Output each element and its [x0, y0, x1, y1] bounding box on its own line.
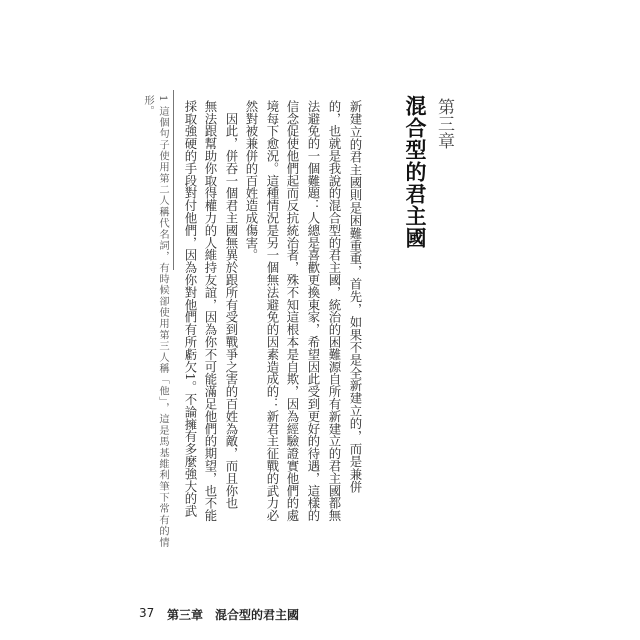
body-column: 信念促使他們起而反抗統治者，殊不知這根本是自欺，因為經驗證實他們的處 [285, 100, 300, 522]
footnote-column: 形。 [142, 95, 154, 116]
body-column: 因此，併吞一個君主國無異於跟所有受到戰爭之害的百姓為敵，而且你也 [224, 100, 239, 510]
body-column: 然對被兼併的百姓造成傷害。 [244, 100, 259, 262]
footnote-rule [173, 90, 174, 270]
page-number: 37 [139, 606, 155, 620]
chapter-label: 第三章 [434, 98, 454, 149]
chapter-title: 混合型的君主國 [403, 95, 427, 249]
body-column: 無法跟幫助你取得權力的人維持友誼，因為你不可能滿足他們的期望，也不能 [203, 100, 218, 522]
running-head: 第三章 混合型的君主國 [167, 608, 300, 622]
body-column: 的，也就是我說的混合型的君主國，統治的困難源自所有新建立的君主國都無 [327, 100, 342, 522]
body-column: 採取強硬的手段對付他們，因為你對他們有所虧欠1。不論擁有多麼強大的武 [183, 100, 198, 518]
body-column: 境每下愈況。這種情況是另一個無法避免的因素造成的：新君主征戰的武力必 [265, 100, 280, 522]
footnote-column: 1 這個句子使用第二人稱代名詞，有時候卻使用第三人稱「他」，這是馬基維利筆下常有的情 [157, 95, 169, 547]
body-column: 法避免的一個難題：人總是喜歡更換東家，希望因此受到更好的待遇，這樣的 [306, 100, 321, 522]
body-column: 新建立的君主國則是困難重重，首先，如果不是全新建立的，而是兼併 [348, 100, 363, 493]
